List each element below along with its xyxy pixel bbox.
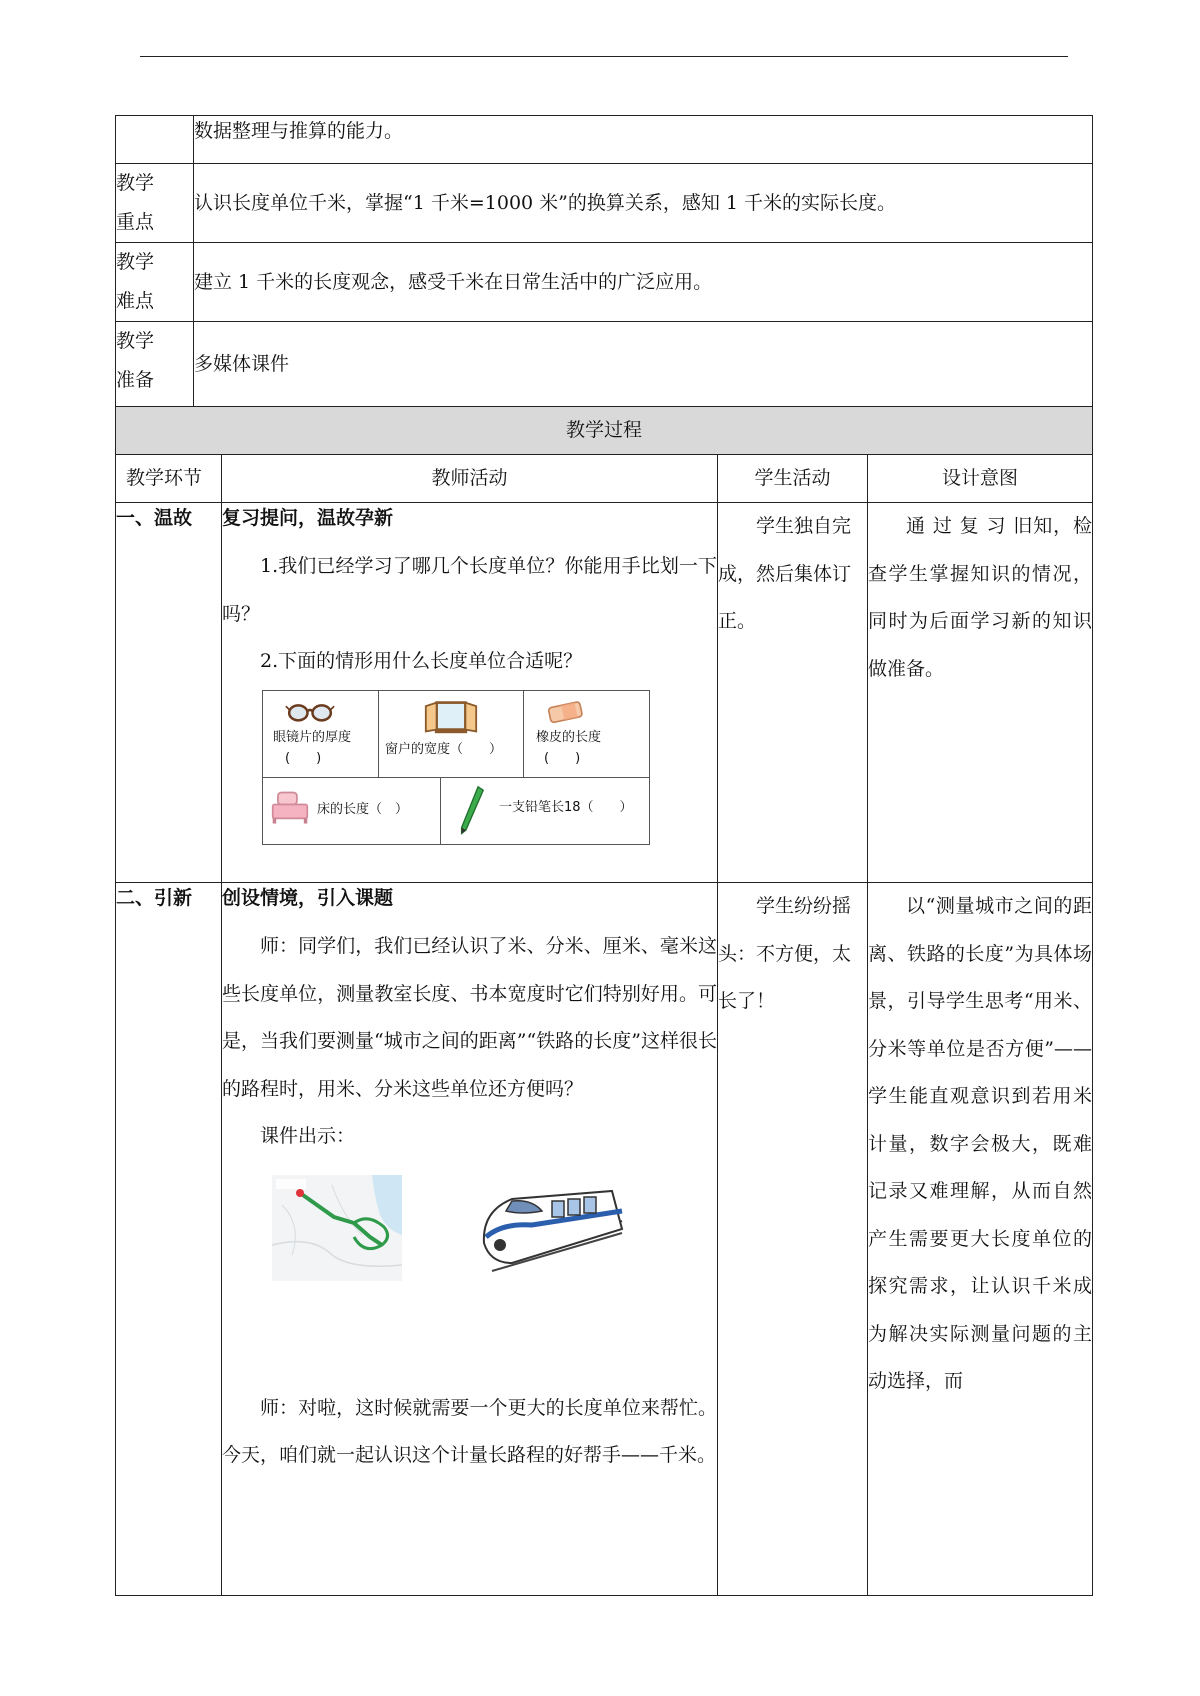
courseware-images [222, 1165, 717, 1385]
header-row [116, 455, 1093, 503]
lesson-plan-table [115, 115, 1093, 1596]
section-new-student: 学生纷纷摇头：不方便，太长了！ [718, 883, 868, 1596]
header-intent: 设计意图 [868, 455, 1093, 503]
eraser-icon [546, 699, 588, 725]
header-teacher: 教师活动 [222, 455, 718, 503]
difficulty-label: 教学 难点 [116, 243, 194, 322]
header-student: 学生活动 [718, 455, 868, 503]
pencil-label: 一支铅笔长18（ ） [499, 799, 633, 815]
pencil-icon [459, 783, 485, 839]
section-new-row [116, 883, 1093, 1596]
glasses-icon [285, 701, 335, 723]
bed-label: 床的长度（ ） [317, 801, 409, 817]
section-review-teacher [222, 503, 718, 883]
intro-paragraph: 师：同学们，我们已经认识了米、分米、厘米、毫米这些长度单位，测量教室长度、书本宽度时它们特别好用。可是，当我们要测量“城市之间的距离”“铁路的长度”这样很长的路程时，用米、分米这些单位还方便吗？ [222, 935, 717, 1100]
train-icon [472, 1171, 632, 1281]
section-review-name: 一、温故 [116, 503, 222, 883]
eraser-cell [524, 691, 649, 778]
window-cell [379, 691, 524, 778]
header-stage: 教学环节 [116, 455, 222, 503]
row-key-point [116, 164, 1093, 243]
eraser-blank: ( ) [544, 750, 581, 766]
conclusion-paragraph: 师：对啦，这时候就需要一个更大的长度单位来帮忙。今天，咱们就一起认识这个计量长路程的好帮手——千米。 [222, 1396, 717, 1466]
row-process-title [116, 407, 1093, 455]
ability-text: 数据整理与推算的能力。 [194, 116, 1093, 164]
glasses-label: 眼镜片的厚度 [273, 729, 352, 745]
preparation-label: 教学 准备 [116, 322, 194, 407]
window-label: 窗户的宽度（ ） [385, 741, 503, 757]
row-ability [116, 116, 1093, 164]
key-point-label: 教学 重点 [116, 164, 194, 243]
question-2: 2.下面的情形用什么长度单位合适呢？ [260, 650, 583, 672]
question-1: 1.我们已经学习了哪几个长度单位？你能用手比划一下吗？ [222, 555, 717, 625]
preparation-text: 多媒体课件 [194, 322, 1093, 407]
section-review-student: 学生独自完成，然后集体订正。 [718, 503, 868, 883]
section-new-name: 二、引新 [116, 883, 222, 1596]
process-title: 教学过程 [116, 407, 1093, 455]
key-point-text: 认识长度单位千米，掌握“1 千米=1000 米”的换算关系，感知 1 千米的实际长度。 [194, 164, 1093, 243]
section-review-title: 复习提问，温故孕新 [222, 507, 394, 529]
route-map-icon [272, 1175, 402, 1281]
section-review-intent: 通 过 复 习 旧知，检查学生掌握知识的情况，同时为后面学习新的知识做准备。 [868, 503, 1093, 883]
header-rule [140, 56, 1068, 57]
section-review-row [116, 503, 1093, 883]
unit-picture-grid [262, 690, 650, 845]
glasses-blank: ( ) [285, 750, 322, 766]
section-new-teacher [222, 883, 718, 1596]
row-difficulty [116, 243, 1093, 322]
bed-cell [263, 778, 441, 844]
row-preparation [116, 322, 1093, 407]
section-new-intent: 以“测量城市之间的距离、铁路的长度”为具体场景，引导学生思考“用米、分米等单位是否方便”——学生能直观意识到若用米计量，数字会极大，既难记录又难理解，从而自然产生需要更大长度单位的探究需求，让认识千米成为解决实际测量问题的主动选择，而 [868, 883, 1093, 1596]
pencil-cell [441, 778, 649, 844]
bed-icon [271, 790, 309, 826]
difficulty-text: 建立 1 千米的长度观念，感受千米在日常生活中的广泛应用。 [194, 243, 1093, 322]
courseware-caption: 课件出示： [260, 1125, 356, 1147]
window-icon [423, 699, 479, 735]
eraser-label: 橡皮的长度 [536, 729, 602, 745]
section-new-title: 创设情境，引入课题 [222, 887, 394, 909]
glasses-cell [263, 691, 379, 778]
